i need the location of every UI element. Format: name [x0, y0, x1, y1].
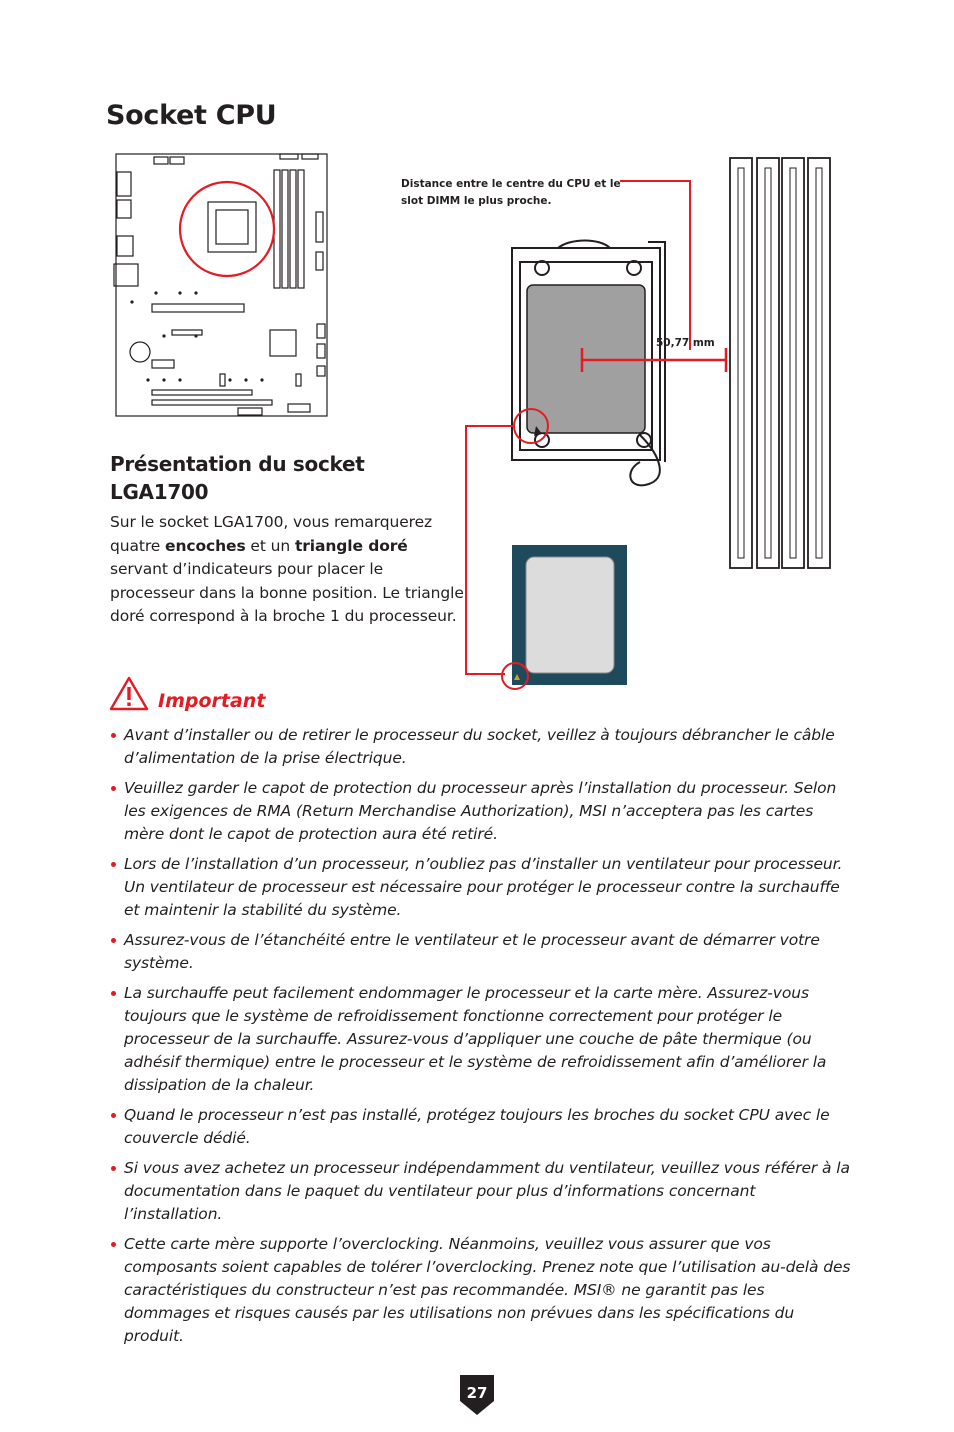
socket-detail-diagram — [460, 150, 840, 695]
list-item: La surchauffe peut facilement endommager le processeur et la carte mère. Assurez-vous toujours que le système de refroidissement fonctionne correctement pour protéger le processeur de la surchauffe. Assurez-vous d’appliquer une couche de pâte thermique (ou adhésif thermique) entre le processeur et le système de refroidissement afin d’améliorer la dissipation de la chaleur. — [108, 982, 853, 1097]
distance-measurement: 50,77 mm — [656, 337, 715, 349]
important-notes-list — [108, 724, 853, 1355]
list-item: Quand le processeur n’est pas installé, protégez toujours les broches du socket CPU avec le couvercle dédié. — [108, 1104, 853, 1150]
page-number: 27 — [466, 1384, 488, 1402]
warning-triangle-icon — [108, 675, 150, 713]
list-item: Assurez-vous de l’étanchéité entre le ventilateur et le processeur avant de démarrer votre système. — [108, 929, 853, 975]
motherboard-diagram — [112, 152, 332, 420]
page-title: Socket CPU — [106, 100, 277, 131]
important-header — [108, 674, 265, 714]
important-label: Important — [158, 690, 266, 712]
list-item: Avant d’installer ou de retirer le processeur du socket, veillez à toujours débrancher le câble d’alimentation de la prise électrique. — [108, 724, 853, 770]
list-item: Veuillez garder le capot de protection du processeur après l’installation du processeur. Selon les exigences de RMA (Return Merchandise Authorization), MSI n’acceptera pas les cartes mère dont le capot de protection aura été retiré. — [108, 777, 853, 846]
socket-presentation-title: Présentation du socket LGA1700 — [110, 452, 365, 504]
list-item: Lors de l’installation d’un processeur, n’oubliez pas d’installer un ventilateur pour processeur. Un ventilateur de processeur est nécessaire pour protéger le processeur contre la surchauffe et maintenir la stabilité du système. — [108, 853, 853, 922]
list-item: Cette carte mère supporte l’overclocking. Néanmoins, veuillez vous assurer que vos composants soient capables de tolérer l’overclocking. Prenez note que l’utilisation au-delà des caractéristiques du constructeur n’est pas recommandée. MSI® ne garantit pas les dommages et risques causés par les utilisations non prévues dans les spécifications du produit. — [108, 1233, 853, 1348]
dimm-distance-callout: Distance entre le centre du CPU et le slot DIMM le plus proche. — [401, 178, 621, 207]
socket-presentation-text: Sur le socket LGA1700, vous remarquerez quatre encoches et un triangle doré servant d’indicateurs pour placer le processeur dans la bonne position. Le triangle doré correspond à la broche 1 du processeur. — [110, 513, 464, 625]
list-item: Si vous avez achetez un processeur indépendamment du ventilateur, veuillez vous référer à la documentation dans le paquet du ventilateur pour plus d’informations concernant l’installation. — [108, 1157, 853, 1226]
